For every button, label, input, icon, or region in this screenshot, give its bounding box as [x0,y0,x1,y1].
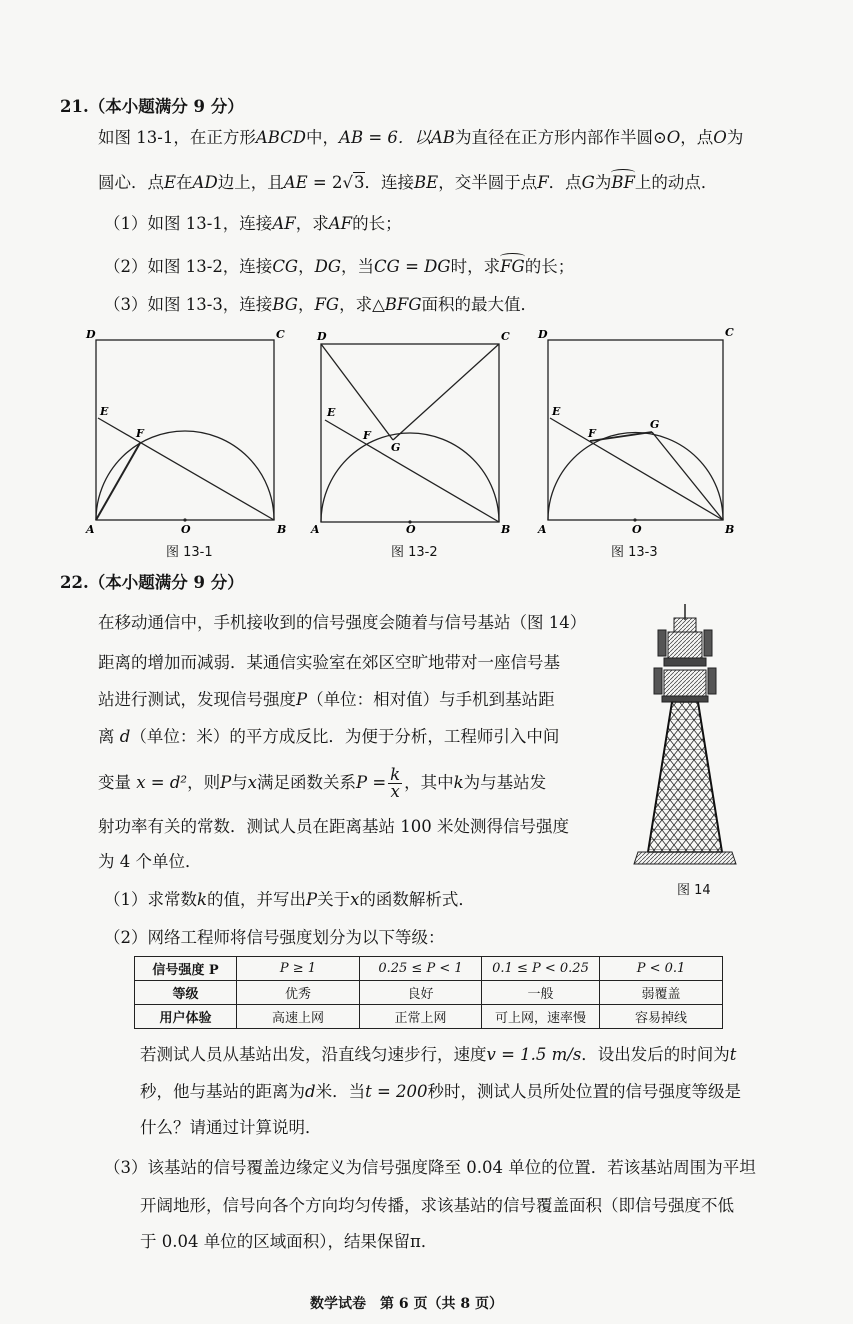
label-d: D [86,328,96,341]
text: 为直径在正方形内部作半圆⊙ [454,128,667,147]
text: ，点 [680,128,714,147]
label-b: B [501,523,511,536]
segment-be [325,420,499,522]
text: 在 [176,173,193,192]
text: 的长； [524,257,575,276]
semicircle [321,433,499,522]
table-cell: 一般 [482,981,600,1005]
q22-part3-line2: 开阔地形，信号向各个方向均匀传播，求该基站的信号覆盖面积（即信号强度不低 [140,1196,734,1215]
text: 为 [594,173,612,192]
figure-13-1 [80,326,290,536]
text: t = 200 [365,1082,428,1101]
text: 离 [98,727,115,746]
text: 时，求 [450,257,501,276]
q22-part2-intro: （2）网络工程师将信号强度划分为以下等级： [104,928,445,947]
text: E [164,173,177,192]
text: （2）如图 13-2，连接 [104,257,273,276]
label-f: F [136,427,144,440]
text: P [306,890,318,909]
label-a: A [86,523,95,536]
table-cell: 等级 [135,981,237,1005]
q22-part2-text-line2 [140,1081,741,1103]
table-cell: P ≥ 1 [237,957,360,981]
label-o: O [632,523,642,536]
text: （1）求常数 [104,890,197,909]
label-a: A [538,523,547,536]
text: AF [328,214,353,233]
q22-line5 [98,763,546,803]
label-b: B [725,523,735,536]
point-o [183,518,186,521]
text: （3）如图 13-3，连接 [104,295,273,314]
square [548,340,723,520]
text: 的长； [352,214,402,233]
text: O [666,128,681,147]
text: 中， [306,128,340,147]
table-cell: 0.1 ≤ P < 0.25 [482,957,600,981]
numerator: k [390,765,401,784]
table-row [135,1005,723,1029]
q22-part2-text-line1 [140,1044,736,1066]
text: 的函数解析式． [359,890,475,909]
label-g: G [650,418,660,431]
table-cell: 优秀 [237,981,360,1005]
q21-part2 [104,256,574,278]
table-row [135,981,723,1005]
label-o: O [406,523,416,536]
table-row [135,957,723,981]
signal-grade-table [134,956,723,1029]
table-cell: 用户体验 [135,1005,237,1029]
q22-part3-line1: （3）该基站的信号覆盖边缘定义为信号强度降至 0.04 单位的位置．若该基站周围为平坦 [104,1158,756,1177]
text: d [305,1082,316,1101]
arc-fg: FG [500,257,525,276]
text: ，其中 [404,773,454,792]
text: CG [272,257,299,276]
label-o: O [181,523,191,536]
text: ， [298,257,315,276]
q21-intro-line1 [98,127,743,149]
text: 满足函数关系 [256,773,356,792]
figure-13-1-caption: 图 13-1 [166,545,213,560]
label-g: G [391,441,401,454]
point-o [633,518,636,521]
label-f: F [363,429,371,442]
label-e: E [552,405,561,418]
text: ABCD [255,128,307,147]
text: ，则 [187,773,221,792]
table-cell: 良好 [360,981,482,1005]
segment-dg [321,344,393,440]
text: 米．当 [315,1082,366,1101]
q22-part1 [104,889,475,911]
text: ，当 [341,257,375,276]
text: （1）如图 13-1，连接 [104,214,273,233]
label-b: B [277,523,287,536]
semicircle [548,433,723,520]
q22-line3 [98,689,555,711]
text: ，求△ [339,295,385,314]
text: ， [297,295,315,314]
q22-line4 [98,726,559,748]
text: 的值，并写出 [207,890,306,909]
q22-line7: 为 4 个单位． [98,852,202,871]
text: 站进行测试，发现信号强度 [98,690,296,709]
text: x [247,773,257,792]
text: 上的动点． [634,173,718,192]
text: 变量 [98,773,131,792]
label-d: D [538,328,548,341]
label-f: F [588,427,596,440]
text: 边上，且 [217,173,284,192]
q21-part1 [104,213,402,235]
text: DG [314,257,342,276]
figure-13-3 [532,326,742,536]
text: AB = 6．以 [339,128,431,147]
sqrt-radicand: 3 [354,173,365,192]
text: ．设出发后的时间为 [581,1045,730,1064]
text: P [220,773,232,792]
label-c: C [725,326,734,339]
text: 秒，他与基站的距离为 [140,1082,305,1101]
table-cell: 正常上网 [360,1005,482,1029]
label-d: D [317,330,327,343]
text: AF [272,214,296,233]
table-cell: 信号强度 P [135,957,237,981]
text: 若测试人员从基站出发，沿直线匀速步行，速度 [140,1045,487,1064]
q21-points: （本小题满分 9 分） [88,97,244,116]
q21-number: 21. [60,97,89,116]
segment-cg [393,344,499,440]
text: ．连接 [364,173,415,192]
text: FG [314,295,340,314]
text: x [350,890,360,909]
q22-number: 22. [60,573,89,592]
text: 关于 [317,890,351,909]
text: AE [283,173,308,192]
figure-14-caption: 图 14 [677,883,711,898]
q22-line1: 在移动通信中，手机接收到的信号强度会随着与信号基站（图 14） [98,613,587,632]
text: G [581,173,595,192]
text: v = 1.5 m/s [486,1045,582,1064]
table-cell: 可上网，速率慢 [482,1005,600,1029]
table-cell: 高速上网 [237,1005,360,1029]
table-cell: 弱覆盖 [600,981,723,1005]
q21-part3 [104,294,537,316]
arc-bf: BF [611,173,635,192]
text: 如图 13-1，在正方形 [98,128,256,147]
text: 面积的最大值． [421,295,538,314]
label-e: E [327,406,336,419]
table-cell: 容易掉线 [600,1005,723,1029]
text: d [119,727,131,746]
table-cell: 0.25 ≤ P < 1 [360,957,482,981]
text: ．点 [548,173,582,192]
signal-tower-illustration [630,600,740,872]
text: P = [355,773,387,792]
text: 为 [726,128,744,147]
text: BG [272,295,298,314]
text: = 2 [307,173,343,192]
semicircle [96,431,274,520]
text: 圆心．点 [98,173,164,192]
text: AD [192,173,218,192]
square [96,340,274,520]
figure-13-2 [305,326,515,536]
text: ，求 [295,214,329,233]
fraction-k-over-x [388,767,402,800]
text: F [537,173,549,192]
text: （单位：米）的平方成反比．为便于分析，工程师引入中间 [130,727,560,746]
text: k [197,890,207,909]
text: x = d² [136,773,188,792]
segment-be [550,418,723,520]
label-c: C [276,328,285,341]
page-footer: 数学试卷 第 6 页（共 8 页） [310,1296,503,1312]
text: CG = DG [374,257,451,276]
text: ，交半圆于点 [438,173,538,192]
label-a: A [311,523,320,536]
q22-part2-text-line3: 什么？请通过计算说明． [140,1118,322,1137]
segment-bg [652,432,723,520]
text: k [453,773,464,792]
text: 秒时，测试人员所处位置的信号强度等级是 [427,1082,742,1101]
text: O [713,128,727,147]
q22-header [60,572,244,594]
text: 为与基站发 [463,773,547,792]
text: 与 [231,773,248,792]
q22-line2: 距离的增加而减弱．某通信实验室在郊区空旷地带对一座信号基 [98,653,560,672]
text: t [729,1045,737,1064]
table-cell: P < 0.1 [600,957,723,981]
text: （单位：相对值）与手机到基站距 [307,690,555,709]
denominator: x [390,782,400,801]
figure-13-2-caption: 图 13-2 [391,545,438,560]
text: BFG [384,295,422,314]
q22-part3-line3: 于 0.04 单位的区域面积），结果保留π． [140,1232,438,1251]
text: BE [414,173,439,192]
q22-line6: 射功率有关的常数．测试人员在距离基站 100 米处测得信号强度 [98,817,569,836]
q21-header [60,96,244,118]
figure-13-3-caption: 图 13-3 [611,545,658,560]
q21-intro-line2: 圆心．点E在AD边上，且AE = 2√3．连接BE，交半圆于点F．点G为BF上的动点． [98,173,718,192]
label-c: C [501,330,510,343]
text: AB [430,128,455,147]
text: P [296,690,308,709]
segment-af [96,443,140,520]
q22-points: （本小题满分 9 分） [88,573,244,592]
label-e: E [100,405,109,418]
